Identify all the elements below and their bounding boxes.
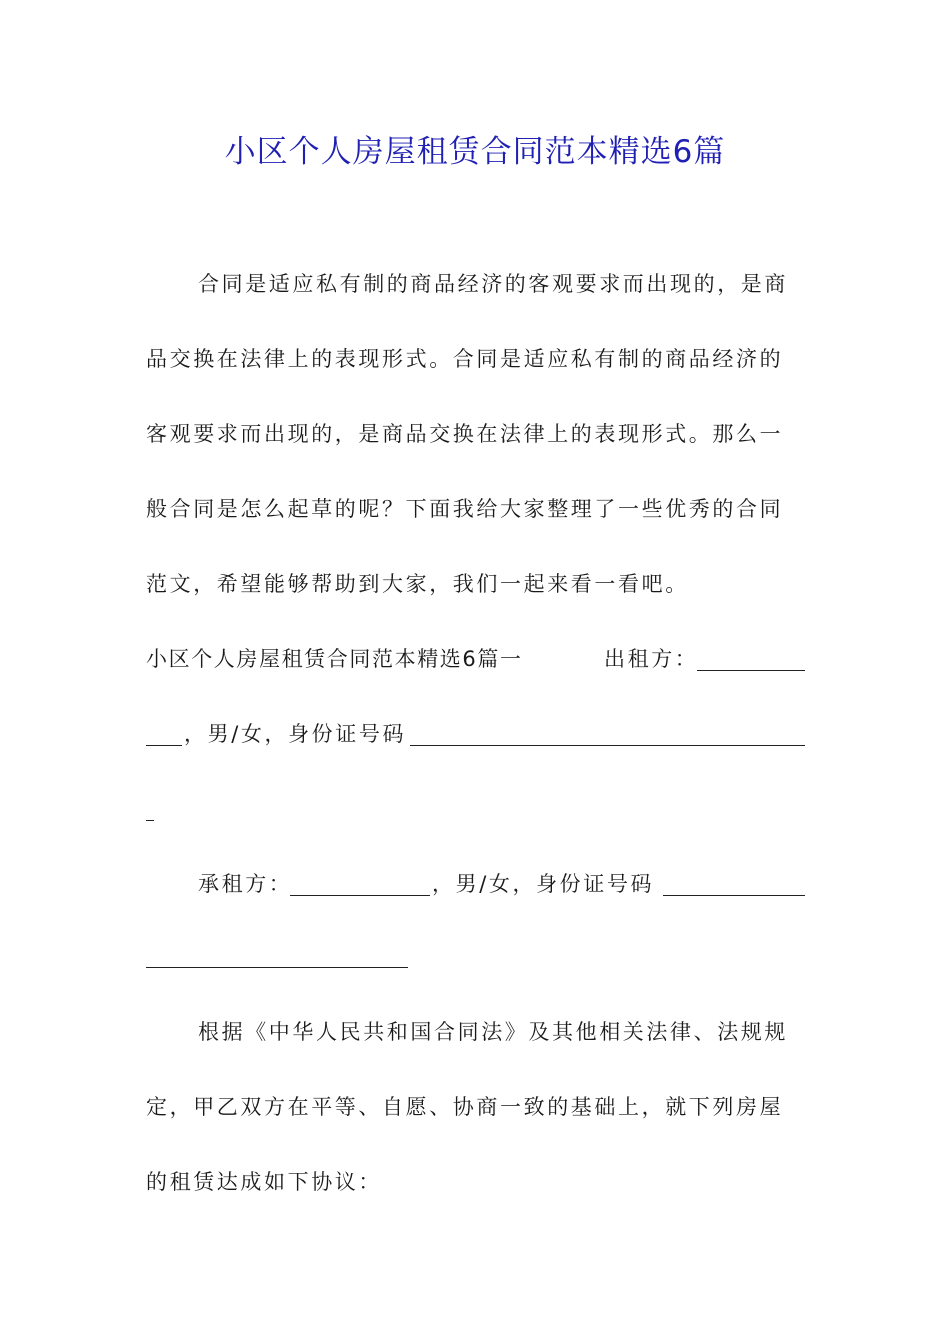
intro-line-3: 客观要求而出现的，是商品交换在法律上的表现形式。那么一 <box>146 422 784 446</box>
lessor-name-field-cont[interactable] <box>146 721 182 746</box>
lessor-label: 出租方： <box>604 647 699 671</box>
lessee-id-field-cont[interactable] <box>146 943 408 968</box>
lessor-name-field[interactable] <box>697 646 805 671</box>
intro-line-1: 合同是适应私有制的商品经济的客观要求而出现的，是商 <box>198 272 788 296</box>
agreement-line-1: 根据《中华人民共和国合同法》及其他相关法律、法规规 <box>198 1020 788 1044</box>
lessor-id-field-cont[interactable] <box>146 796 154 821</box>
lessor-gender-id-label: ，男/女，身份证号码 <box>184 722 407 746</box>
lessor-id-field[interactable] <box>410 721 805 746</box>
lessee-id-field[interactable] <box>663 871 805 896</box>
lessee-label: 承租方： <box>198 872 293 896</box>
intro-line-5: 范文，希望能够帮助到大家，我们一起来看一看吧。 <box>146 572 689 596</box>
agreement-line-3: 的租赁达成如下协议： <box>146 1170 382 1194</box>
lessee-gender-id-label: ，男/女，身份证号码 <box>432 872 655 896</box>
section-heading: 小区个人房屋租赁合同范本精选6篇一 <box>146 647 523 671</box>
intro-line-4: 般合同是怎么起草的呢？下面我给大家整理了一些优秀的合同 <box>146 497 784 521</box>
document-title: 小区个人房屋租赁合同范本精选6篇 <box>224 134 726 170</box>
lessee-name-field[interactable] <box>290 871 430 896</box>
intro-line-2: 品交换在法律上的表现形式。合同是适应私有制的商品经济的 <box>146 347 784 371</box>
agreement-line-2: 定，甲乙双方在平等、自愿、协商一致的基础上，就下列房屋 <box>146 1095 784 1119</box>
